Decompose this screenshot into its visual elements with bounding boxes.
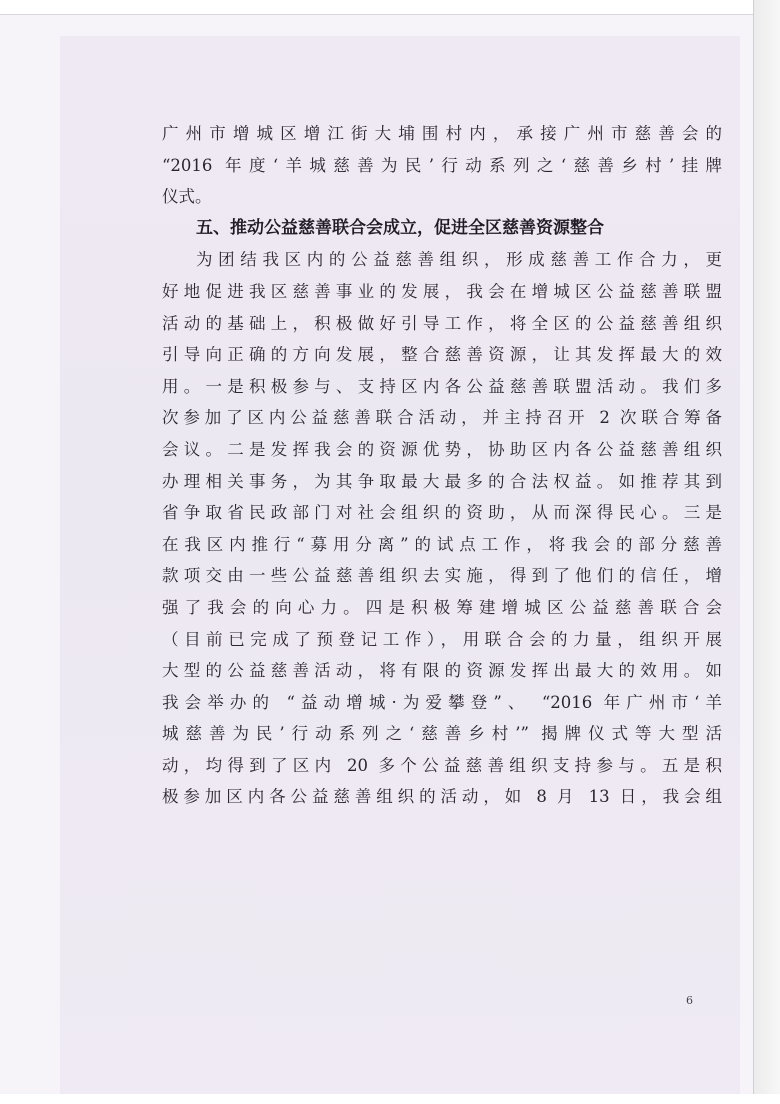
text-line: 次参加了区内公益慈善联合活动，并主持召开 2 次联合筹备 bbox=[162, 408, 722, 428]
scan-top-edge bbox=[0, 0, 780, 15]
text-line: 极参加区内各公益慈善组织的活动，如 8 月 13 日，我会组 bbox=[162, 787, 722, 807]
text-line: 好地促进我区慈善事业的发展，我会在增城区公益慈善联盟 bbox=[162, 281, 722, 301]
section-heading: 五、推动公益慈善联合会成立，促进全区慈善资源整合 bbox=[196, 217, 604, 238]
page-number: 6 bbox=[686, 994, 693, 1007]
text-line: 仪式。 bbox=[162, 187, 212, 207]
text-line: 在我区内推行“募用分离”的试点工作，将我会的部分慈善 bbox=[162, 534, 722, 554]
text-line: 大型的公益慈善活动，将有限的资源发挥出最大的效用。如 bbox=[162, 661, 722, 681]
text-line: 动，均得到了区内 20 多个公益慈善组织支持参与。五是积 bbox=[162, 755, 722, 775]
text-line: 活动的基础上，积极做好引导工作，将全区的公益慈善组织 bbox=[162, 313, 722, 333]
text-line: 为团结我区内的公益慈善组织，形成慈善工作合力，更 bbox=[196, 250, 722, 270]
text-line: 我会举办的 “益动增城·为爱攀登”、 “2016 年广州市‘羊 bbox=[162, 692, 722, 712]
scan-bottom-edge bbox=[0, 1094, 780, 1104]
text-line: 强了我会的向心力。四是积极筹建增城区公益慈善联合会 bbox=[162, 597, 722, 617]
text-line: （目前已完成了预登记工作），用联合会的力量，组织开展 bbox=[162, 629, 722, 649]
text-line: 会议。二是发挥我会的资源优势，协助区内各公益慈善组织 bbox=[162, 439, 722, 459]
document-text bbox=[162, 118, 722, 813]
text-line: 引导向正确的方向发展，整合慈善资源，让其发挥最大的效 bbox=[162, 345, 722, 365]
text-line: 省争取省民政部门对社会组织的资助，从而深得民心。三是 bbox=[162, 503, 722, 523]
text-line: 用。一是积极参与、支持区内各公益慈善联盟活动。我们多 bbox=[162, 376, 722, 396]
text-line: 城慈善为民’行动系列之‘慈善乡村’” 揭牌仪式等大型活 bbox=[162, 724, 722, 744]
text-line: “2016 年度‘羊城慈善为民’行动系列之‘慈善乡村’挂牌 bbox=[162, 155, 722, 175]
text-line: 款项交由一些公益慈善组织去实施，得到了他们的信任，增 bbox=[162, 566, 722, 586]
scan-right-edge bbox=[753, 0, 780, 1104]
text-line: 办理相关事务，为其争取最大最多的合法权益。如推荐其到 bbox=[162, 471, 722, 491]
text-line: 广州市增城区增江街大埔围村内，承接广州市慈善会的 bbox=[162, 124, 722, 143]
